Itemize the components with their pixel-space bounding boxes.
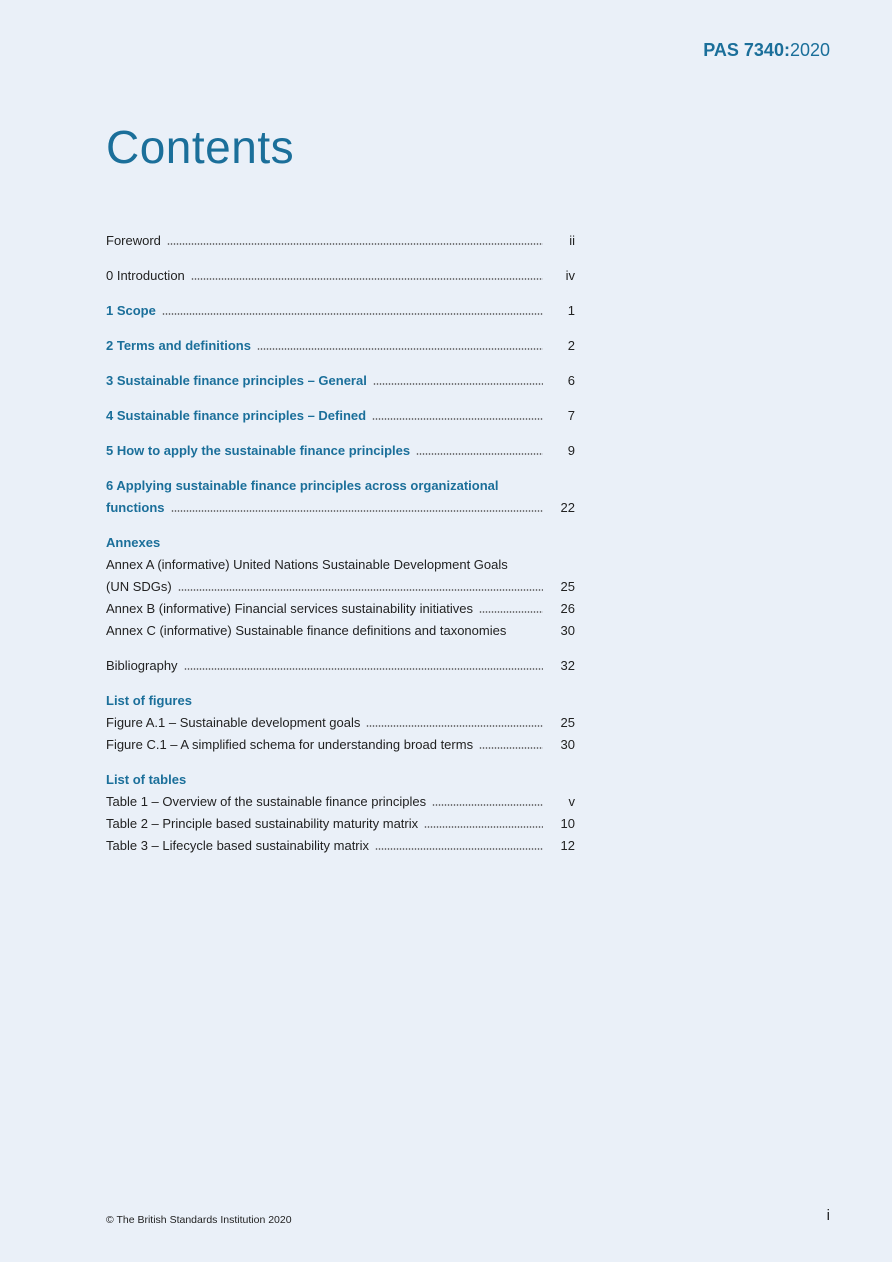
toc-entry-label-line1: Annex A (informative) United Nations Sustainable Development Goals — [106, 557, 508, 572]
dot-leader — [171, 510, 544, 512]
toc-entry-label: 1 Scope — [106, 303, 156, 318]
toc-entry-page: 6 — [567, 373, 575, 388]
figures-heading: List of figures — [106, 693, 192, 708]
dot-leader — [416, 453, 543, 455]
toc-entry-page: 9 — [567, 443, 575, 458]
dot-leader — [366, 725, 543, 727]
toc-entry-label-line1: 6 Applying sustainable finance principles across organizational — [106, 478, 499, 493]
document-code-number: PAS 7340: — [703, 40, 790, 60]
toc-entry-annex-c[interactable] — [106, 620, 575, 642]
toc-entry-label: Foreword — [106, 233, 161, 248]
toc-entry-terms[interactable] — [106, 335, 575, 357]
toc-entry-page: 25 — [560, 579, 575, 594]
dot-leader — [373, 383, 543, 385]
toc-entry-page: 1 — [567, 303, 575, 318]
dot-leader — [432, 804, 543, 806]
dot-leader — [162, 313, 543, 315]
toc-entry-page: 25 — [560, 715, 575, 730]
toc-entry-label: 5 How to apply the sustainable finance principles — [106, 443, 411, 458]
toc-entry-figure-c1[interactable] — [106, 734, 575, 756]
toc-entry-label: 3 Sustainable finance principles – General — [106, 373, 367, 388]
toc-entry-label: 4 Sustainable finance principles – Defined — [106, 408, 367, 423]
toc-entry-label: Table 3 – Lifecycle based sustainability matrix — [106, 838, 370, 853]
dot-leader — [184, 668, 543, 670]
toc-entry-page: 22 — [560, 500, 575, 515]
toc-entry-page: 32 — [560, 658, 575, 673]
toc-entry-page: v — [568, 794, 575, 809]
toc-entry-defined[interactable] — [106, 405, 575, 427]
dot-leader — [479, 611, 543, 613]
tables-heading: List of tables — [106, 772, 187, 787]
toc-entry-label: 2 Terms and definitions — [106, 338, 251, 353]
toc-entry-page: ii — [569, 233, 575, 248]
toc-entry-bibliography[interactable] — [106, 655, 575, 677]
toc-entry-table-1[interactable] — [106, 791, 575, 813]
toc-entry-page: 30 — [560, 623, 575, 638]
toc-entry-label-line2: functions — [106, 500, 165, 515]
toc-entry-label: Figure C.1 – A simplified schema for understanding broad terms — [106, 737, 474, 752]
toc-entry-page: 10 — [560, 816, 575, 831]
dot-leader — [257, 348, 543, 350]
dot-leader — [372, 418, 543, 420]
toc-entry-page: 12 — [560, 838, 575, 853]
toc-entry-scope[interactable] — [106, 300, 575, 322]
document-code — [703, 40, 830, 61]
toc-entry-page: 7 — [567, 408, 575, 423]
dot-leader — [191, 278, 543, 280]
toc-entry-label: Table 2 – Principle based sustainability maturity matrix — [106, 816, 419, 831]
toc-entry-page: 30 — [560, 737, 575, 752]
dot-leader — [167, 243, 543, 245]
toc-entry-page: 2 — [567, 338, 575, 353]
toc-entry-label: Annex C (informative) Sustainable finance definitions and taxonomies — [106, 623, 507, 638]
toc-entry-label: Bibliography — [106, 658, 178, 673]
toc-entry-annex-a[interactable] — [106, 554, 575, 598]
annexes-heading: Annexes — [106, 535, 161, 550]
toc-entry-figure-a1[interactable] — [106, 712, 575, 734]
dot-leader — [479, 747, 543, 749]
toc-entry-table-2[interactable] — [106, 813, 575, 835]
page-number: i — [826, 1207, 830, 1224]
toc-entry-general[interactable] — [106, 370, 575, 392]
toc-entry-introduction[interactable] — [106, 265, 575, 287]
toc-entry-label: Figure A.1 – Sustainable development goals — [106, 715, 361, 730]
toc-entry-label: Annex B (informative) Financial services sustainability initiatives — [106, 601, 474, 616]
toc-entry-label: 0 Introduction — [106, 268, 185, 283]
copyright-notice: © The British Standards Institution 2020 — [106, 1214, 292, 1226]
document-code-year: 2020 — [789, 40, 830, 60]
toc-entry-table-3[interactable] — [106, 835, 575, 857]
dot-leader — [178, 589, 543, 591]
toc-entry-label-line2: (UN SDGs) — [106, 579, 172, 594]
table-of-contents — [106, 230, 575, 857]
toc-entry-label: Table 1 – Overview of the sustainable finance principles — [106, 794, 427, 809]
dot-leader — [424, 826, 543, 828]
toc-entry-how-to-apply[interactable] — [106, 440, 575, 462]
toc-entry-page: iv — [565, 268, 575, 283]
page-title: Contents — [106, 121, 295, 173]
toc-entry-annex-b[interactable] — [106, 598, 575, 620]
toc-entry-applying[interactable] — [106, 475, 575, 519]
toc-entry-page: 26 — [560, 601, 575, 616]
toc-entry-foreword[interactable] — [106, 230, 575, 252]
dot-leader — [375, 848, 543, 850]
